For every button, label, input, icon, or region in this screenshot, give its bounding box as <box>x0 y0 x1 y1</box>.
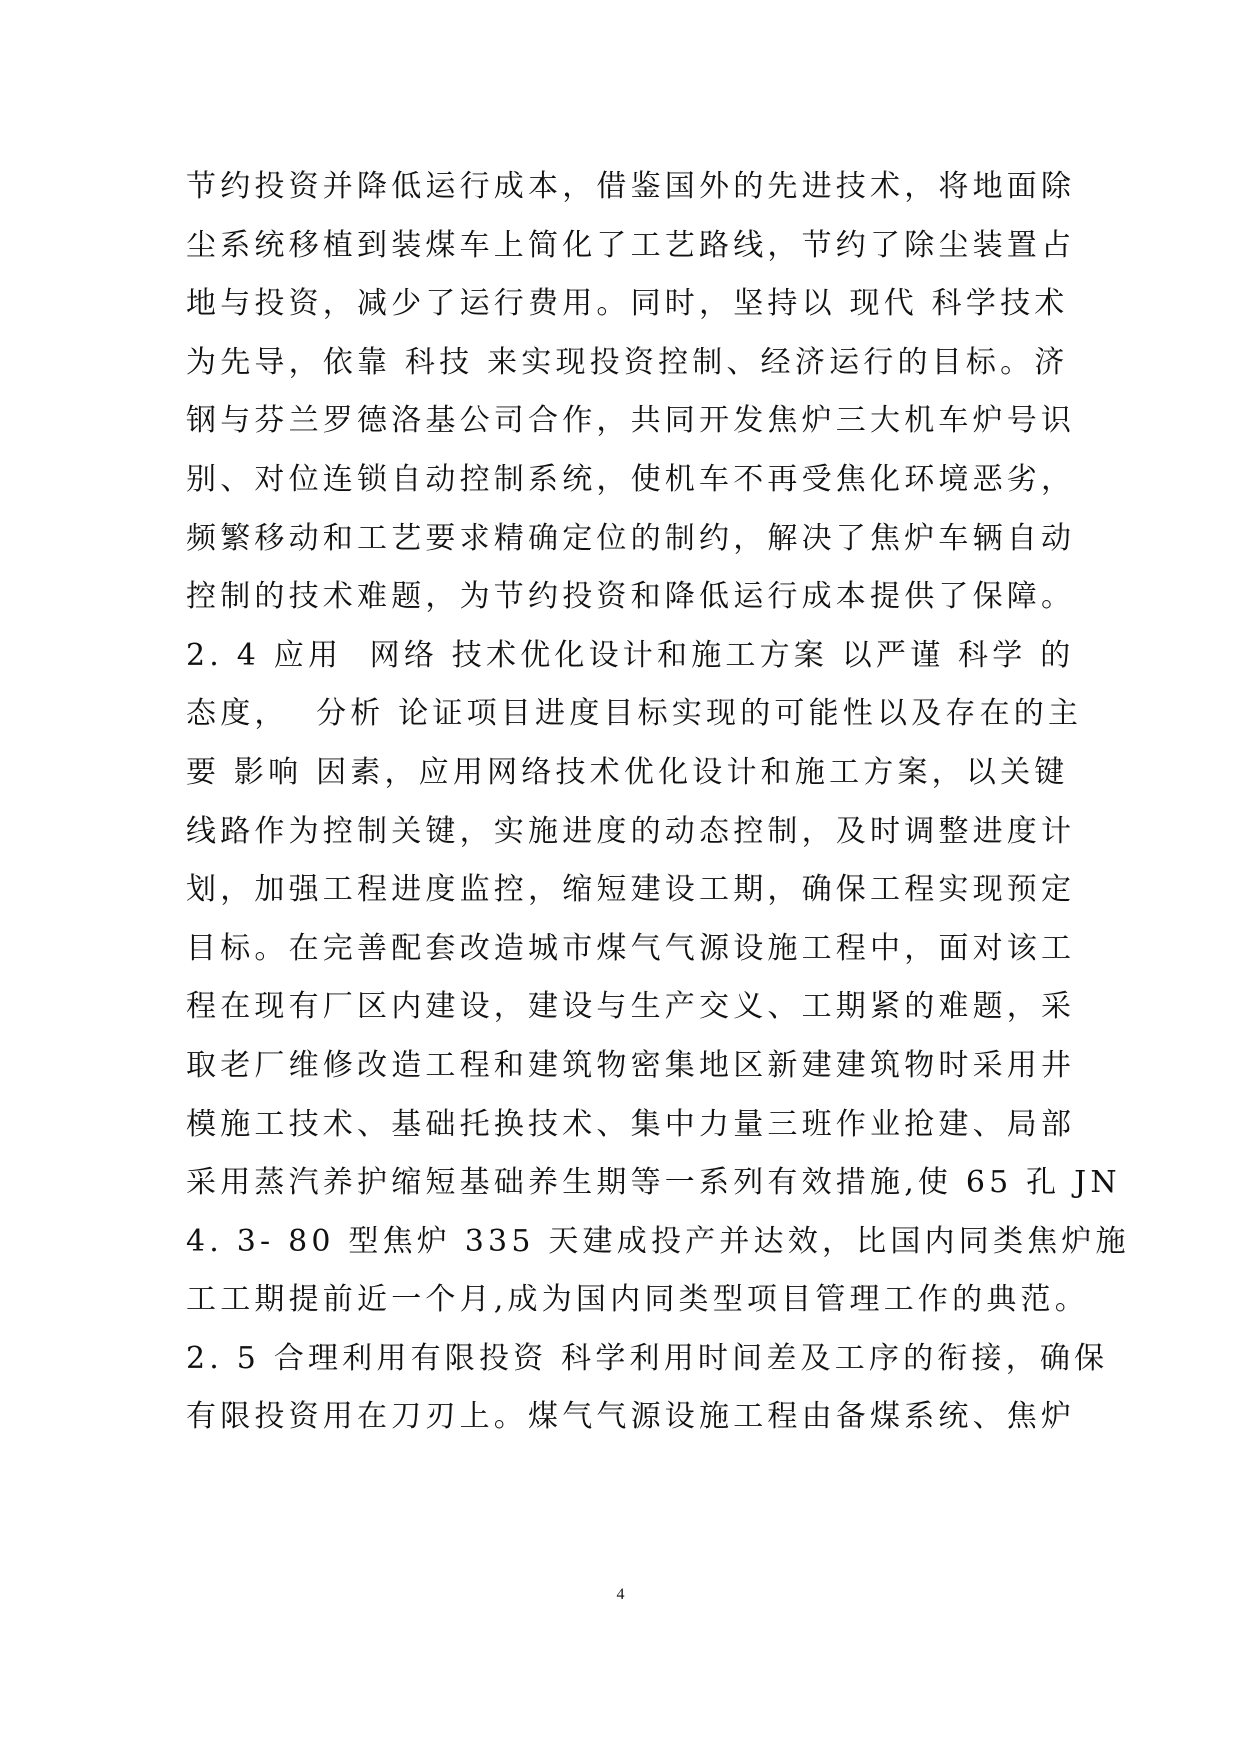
text-line-16: 取老厂维修改造工程和建筑物密集地区新建建筑物时采用井 <box>186 1047 1076 1083</box>
text-line-10: 态度， 分析 论证项目进度目标实现的可能性以及存在的主 <box>186 696 1083 732</box>
text-line-22: 有限投资用在刀刃上。煤气气源设施工程由备煤系统、焦炉 <box>186 1399 1076 1435</box>
page-number: 4 <box>616 1586 625 1603</box>
text-line-6: 别、对位连锁自动控制系统，使机车不再受焦化环境恶劣， <box>186 461 1076 497</box>
text-line-4: 为先导，依靠 科技 来实现投资控制、经济运行的目标。济 <box>186 344 1069 380</box>
text-line-7: 频繁移动和工艺要求精确定位的制约，解决了焦炉车辆自动 <box>186 520 1076 556</box>
text-line-21: 2. 5 合理利用有限投资 科学利用时间差及工序的衔接，确保 <box>186 1340 1109 1376</box>
text-line-11: 要 影响 因素，应用网络技术优化设计和施工方案，以关键 <box>186 754 1069 790</box>
text-line-13: 划，加强工程进度监控，缩短建设工期，确保工程实现预定 <box>186 872 1076 908</box>
text-line-17: 模施工技术、基础托换技术、集中力量三班作业抢建、局部 <box>186 1106 1076 1142</box>
text-line-19: 4. 3- 80 型焦炉 335 天建成投产并达效，比国内同类焦炉施 <box>186 1223 1130 1259</box>
text-line-9: 2. 4 应用 网络 技术优化设计和施工方案 以严谨 科学 的 <box>186 637 1075 673</box>
text-line-15: 程在现有厂区内建设，建设与生产交义、工期紧的难题，采 <box>186 989 1076 1025</box>
text-line-20: 工工期提前近一个月,成为国内同类型项目管理工作的典范。 <box>186 1282 1089 1318</box>
text-line-8: 控制的技术难题，为节约投资和降低运行成本提供了保障。 <box>186 579 1076 615</box>
text-line-5: 钢与芬兰罗德洛基公司合作，共同开发焦炉三大机车炉号识 <box>186 403 1076 439</box>
text-line-18: 采用蒸汽养护缩短基础养生期等一系列有效措施,使 65 孔 JN <box>186 1165 1121 1201</box>
text-line-3: 地与投资，减少了运行费用。同时，坚持以 现代 科学技术 <box>186 286 1069 322</box>
text-line-12: 线路作为控制关键，实施进度的动态控制，及时调整进度计 <box>186 813 1076 849</box>
text-line-14: 目标。在完善配套改造城市煤气气源设施工程中，面对该工 <box>186 930 1076 966</box>
text-line-1: 节约投资并降低运行成本，借鉴国外的先进技术，将地面除 <box>186 169 1076 204</box>
text-line-2: 尘系统移植到装煤车上简化了工艺路线，节约了除尘装置占 <box>186 227 1076 263</box>
body-text <box>186 158 1130 1447</box>
